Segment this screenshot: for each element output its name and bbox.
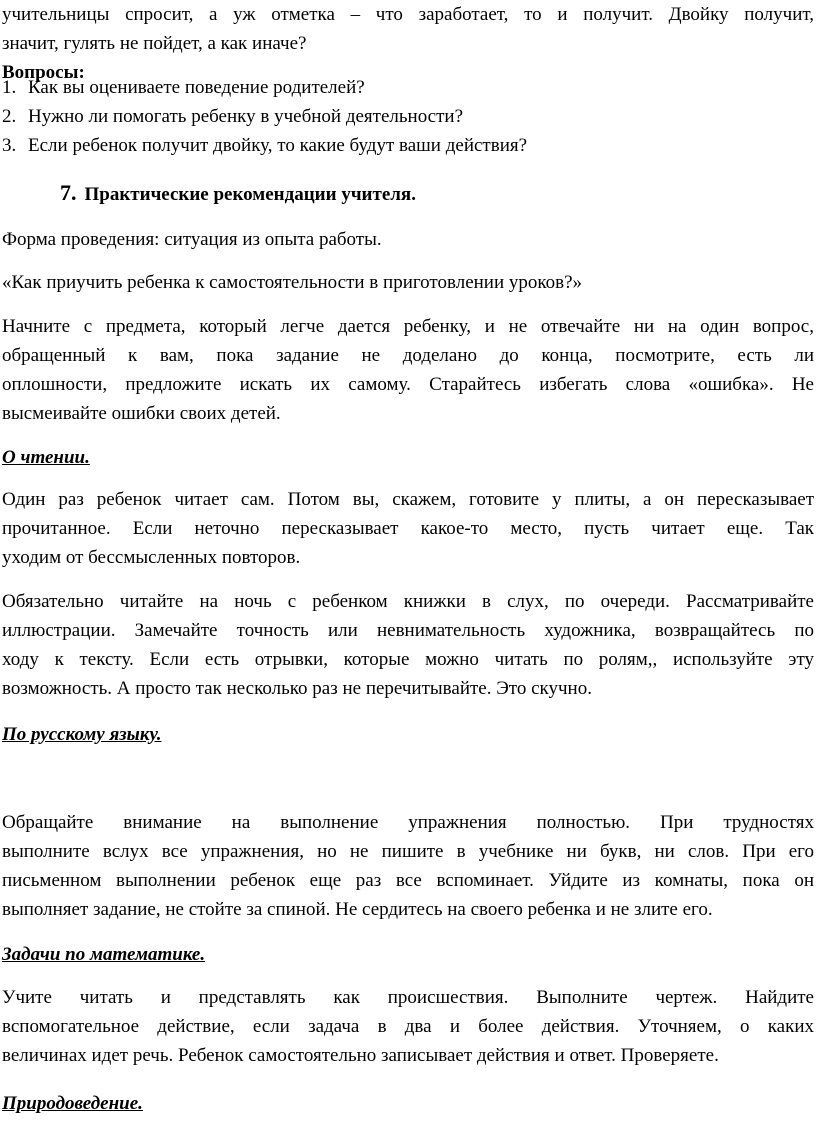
text-line: выполняет задание, не стойте за спиной. Не сердитесь на своего ребенка и не злите его. (2, 899, 713, 920)
heading-math: Задачи по математике. (2, 944, 206, 965)
text-line: выполните вслух все упражнения, но не пишите в учебнике ни букв, ни слов. При его (2, 841, 814, 862)
text-line: Начните с предмета, который легче дается ребенку, и не отвечайте ни на один вопрос, (2, 316, 814, 337)
text-line: Обязательно читайте на ночь с ребенком книжки в слух, по очереди. Рассматривайте (2, 591, 814, 612)
list-item-text: Нужно ли помогать ребенку в учебной деятельности? (28, 106, 464, 127)
list-item-text: Если ребенок получит двойку, то какие будут ваши действия? (28, 135, 528, 156)
text-line: иллюстрации. Замечайте точность или невнимательность художника, возвращайтесь по (2, 620, 814, 641)
text-line: обращенный к вам, пока задание не доделано до конца, посмотрите, есть ли (2, 345, 814, 366)
text-line: возможность. А просто так несколько раз не перечитывайте. Это скучно. (2, 678, 592, 699)
paragraph-1 (2, 312, 814, 428)
text-line: значит, гулять не пойдет, а как иначе? (2, 33, 307, 54)
text-line: Один раз ребенок читает сам. Потом вы, скажем, готовите у плиты, а он пересказывает (2, 489, 814, 510)
text-line: учительницы спросит, а уж отметка – что заработает, то и получит. Двойку получит, (2, 4, 814, 25)
text-line: вспомогательное действие, если задача в два и более действия. Уточняем, о каких (2, 1016, 814, 1037)
text-line: прочитанное. Если неточно пересказывает какое-то место, пусть читает еще. Так (2, 518, 814, 539)
questions-title: Вопросы: (2, 62, 85, 83)
list-number: 3. (2, 135, 17, 156)
intro-paragraph (2, 0, 814, 58)
paragraph-2 (2, 485, 814, 572)
text-line: уходим от бессмысленных повторов. (2, 547, 301, 568)
questions-list (2, 73, 814, 160)
section-heading (60, 178, 816, 209)
section-title: Практические рекомендации учителя. (84, 184, 416, 205)
list-item-text: Как вы оцениваете поведение родителей? (28, 77, 365, 98)
heading-russian: По русскому языку. (2, 724, 162, 745)
list-number: 2. (2, 106, 17, 127)
text-line: Учите читать и представлять как происшествия. Выполните чертеж. Найдите (2, 987, 814, 1008)
heading-reading: О чтении. (2, 447, 90, 468)
paragraph-5 (2, 983, 814, 1070)
list-item (2, 131, 814, 160)
text-line: оплошности, предложите искать их самому. Старайтесь избегать слова «ошибка». Не (2, 374, 814, 395)
list-item (2, 102, 814, 131)
heading-nature: Природоведение. (2, 1093, 143, 1114)
text-line: величинах идет речь. Ребенок самостоятельно записывает действия и ответ. Проверяете. (2, 1045, 719, 1066)
paragraph-4 (2, 808, 814, 924)
text-line: Обращайте внимание на выполнение упражнения полностью. При трудностях (2, 812, 814, 833)
section-number: 7. (60, 180, 77, 205)
quote-line: «Как приучить ребенка к самостоятельности в приготовлении уроков?» (2, 272, 583, 293)
form-line: Форма проведения: ситуация из опыта работы. (2, 229, 382, 250)
text-line: ходу к тексту. Если есть отрывки, которые можно читать по ролям,, используйте эту (2, 649, 814, 670)
list-number: 1. (2, 77, 17, 98)
list-item (2, 73, 814, 102)
text-line: высмеивайте ошибки своих детей. (2, 403, 281, 424)
paragraph-3 (2, 587, 814, 703)
text-line: письменном выполнении ребенок еще раз все вспоминает. Уйдите из комнаты, пока он (2, 870, 814, 891)
